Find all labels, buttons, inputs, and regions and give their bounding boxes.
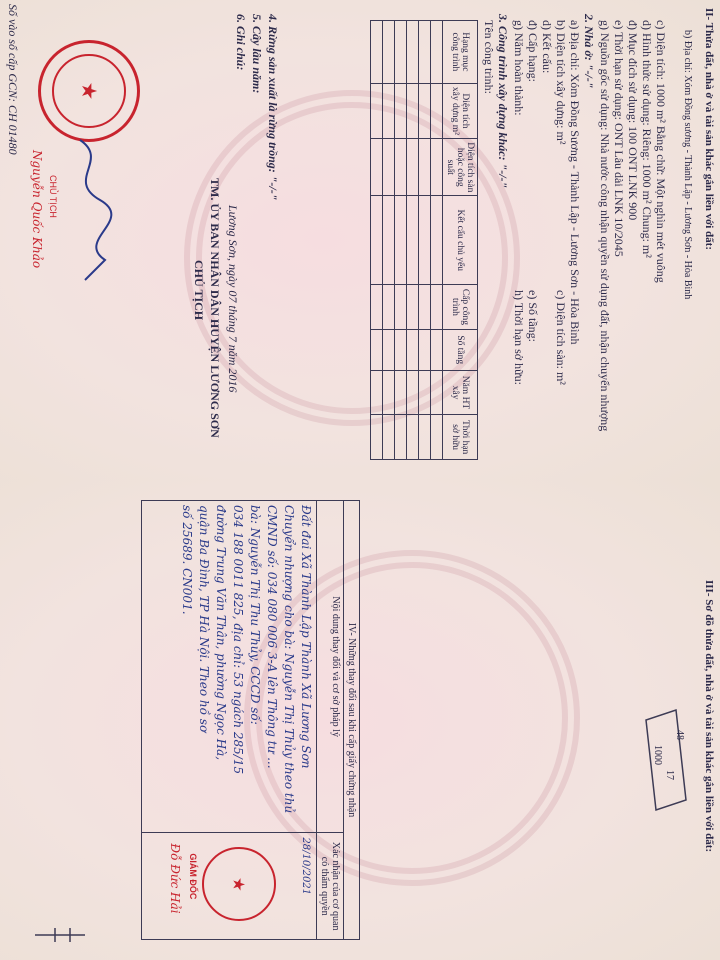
change-content-cell [142,501,317,833]
red-seal-stamp [38,40,140,142]
signer-name: Nguyễn Quốc Khảo [30,150,44,269]
section-3-header: III- Sơ đồ thửa đất, nhà ở và tài sản khác gắn liền với đất: [703,580,715,853]
signature-title: CHỦ TỊCH [48,175,58,218]
handwritten-line: quận Ba Đình, TP Hà Nội. Theo hồ sơ [197,505,211,733]
perennial-label: 5. Cây lâu năm: [250,14,264,94]
table-header: Hạng mục công trình [443,21,478,84]
section-4-header: IV- Những thay đổi sau khi cấp giấy chứng nhận [344,501,360,940]
chairman-title: CHỦ TỊCH [192,260,206,321]
plot-diagram [636,700,696,820]
handwritten-line: Đất đai Xã Thành Lập Thành Xã Lương Sơn [299,505,313,769]
diagram-label: 17 [664,770,675,780]
column-content: Nội dung thay đổi và cơ sở pháp lý [317,501,344,833]
diagram-label: 1000 [652,745,663,765]
certificate-right-page [0,480,720,960]
construction-table [370,20,478,460]
changes-column-row [317,501,344,940]
confirm-date: 28/10/2021 [300,837,311,896]
handwritten-line: CMND số: 034 080 006 3-A lên Thông tư ... [265,505,279,769]
vertical-seal-mark-icon [30,920,90,950]
house-address: a) Địa chỉ: Xóm Đồng Sương - Thành Lập - Lương Sơn - Hòa Bình [568,20,582,345]
table-row [419,21,431,460]
address-line: b) Địa chỉ: Xóm Đồng sương - Thành Lập - Lương Sơn - Hòa Bình [682,30,693,300]
authority-line: TM. ỦY BAN NHÂN DÂN HUYỆN LƯƠNG SƠN [208,178,222,438]
column-confirm: Xác nhận của cơ quan có thẩm quyền [317,833,344,940]
table-header: Diện tích sàn hoặc công suất [443,139,478,196]
floor-area: c) Diện tích sàn: m² [554,290,568,385]
table-row [383,21,395,460]
handwritten-line: bà: Nguyễn Thị Thu Thủy, CCCD số: [248,505,262,725]
level: đ) Cấp hạng: [526,20,540,82]
chairman-signature [60,130,120,290]
usage-form-line: d) Hình thức sử dụng: Riêng: 1000 m² Chung: m² [640,20,654,258]
table-header: Kết cấu chủ yếu [443,196,478,285]
construction-heading: 3. Công trình xây dựng khác: "-/-" [496,14,510,189]
term-line: e) Thời hạn sử dụng: ONT Lâu dài LNK 10/2045 [612,20,626,257]
construction-name: Tên công trình: [482,20,496,94]
table-row [431,21,443,460]
handwritten-line: 034 188 0011 825, địa chỉ: 53 ngách 285/15 [231,505,245,775]
section-2-header: II- Thửa đất, nhà ở và tài sản khác gắn liền với đất: [703,8,715,250]
changes-table [141,500,360,940]
handwritten-line: đường Trung Văn Thân, phường Ngọc Hà, [214,505,228,761]
completed: g) Năm hoàn thành: [512,20,526,116]
table-header-row [443,21,478,460]
table-header: Cấp công trình [443,285,478,330]
director-name: Đỗ Đức Hải [168,843,182,914]
director-title: GIÁM ĐỐC [188,853,198,900]
table-header: Năm HT xây [443,370,478,415]
star-icon: ★ [231,878,248,891]
changes-entry-row [142,501,317,940]
handwritten-line: số 25689. CN001. [180,505,194,615]
signature-scribble-icon [60,130,120,290]
table-row [371,21,383,460]
issue-date: Lương Sơn, ngày 07 tháng 7 năm 2016 [226,205,240,393]
origin-line: g) Nguồn gốc sử dụng: Nhà nước công nhận quyền sử dụng đất, nhận chuyển nhượng [598,20,612,432]
table-header: Thời hạn sở hữu [443,415,478,460]
house-heading: 2. Nhà ở: "-/-" [582,14,596,89]
diagram-label: 48 [674,730,685,740]
table-header: Số tầng [443,329,478,370]
table-row [407,21,419,460]
ownership-term: h) Thời hạn sở hữu: [512,290,526,385]
certificate-book-number: Số vào sổ cấp GCN: CH 01480 [6,4,20,155]
star-icon: ★ [79,82,100,100]
purpose-line: đ) Mục đích sử dụng: 100 ONT LNK 900 [626,20,640,221]
structure: d) Kết cấu: [540,20,554,74]
office-seal-stamp [202,847,276,921]
notes-label: 6. Ghi chú: [234,14,248,71]
forest-label: 4. Rừng sản xuất là rừng trồng: "-/-" [266,14,280,201]
changes-header-row [344,501,360,940]
table-header: Diện tích xây dựng m² [443,83,478,138]
build-area: b) Diện tích xây dựng: m² [554,20,568,145]
handwritten-line: Chuyển nhượng cho bà: Nguyễn Thị Thủy theo thủ [282,505,296,814]
floors: e) Số tầng: [526,290,540,342]
confirm-cell [142,833,317,940]
table-row [395,21,407,460]
area-line: c) Diện tích: 1000 m² Bằng chữ: Một nghìn mét vuông [654,20,668,283]
